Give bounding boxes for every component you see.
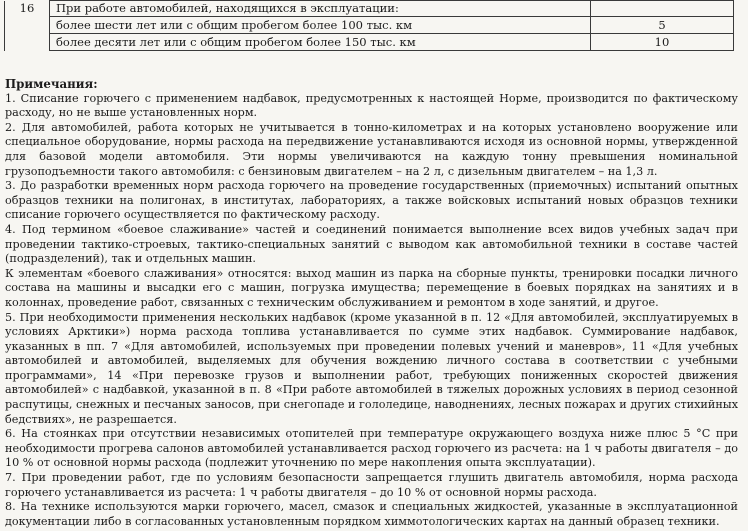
note-paragraph: 4. Под термином «боевое слаживание» частей и соединений понимается выполнение всех видов учебных задач при проведении тактико-строевых, тактико-специальных занятий с выводом как автомобильной техники в составе частей (подразделений), так и отдельных машин.	[5, 222, 738, 266]
table-row	[5, 1, 734, 17]
notes-section	[5, 77, 738, 529]
note-paragraph: К элементам «боевого слаживания» относятся: выход машин из парка на сборные пункты, тренировки посадки личного состава на машины и высадки его с машин, погрузка имущества; перемещение в боевых порядках на занятиях и в колоннах, проведение работ, связанных с техническим обслуживанием и ремонтом в ходе занятий, и другое.	[5, 266, 738, 309]
note-paragraph: 7. При проведении работ, где по условиям безопасности запрещается глушить двигатель автомобиля, норма расхода горючего устанавливается из расчета: 1 ч работы двигателя – до 10 % от основной нормы расхода.	[5, 471, 738, 499]
note-paragraph: 8. На технике используются марки горючего, масел, смазок и специальных жидкостей, указанные в эксплуатационной документации либо в согласованных установленным порядком химмотологических картах на данный образец техники.	[5, 500, 738, 528]
table-row	[5, 34, 734, 51]
row-value: 5	[591, 17, 734, 34]
note-paragraph: 5. При необходимости применения нескольких надбавок (кроме указанной в п. 12 «Для автомобилей, эксплуатируемых в условиях Арктики») норма расхода топлива устанавливается по сумме этих надбавок. Суммирование надбавок, указанных в пп. 7 «Для автомобилей, используемых при проведении полевых учений и маневров», 11 «Для учебных автомобилей и автомобилей, выделяемых для обучения вождению личного состава в соответствии с учебными программами», 14 «При перевозке грузов и выполнении работ, требующих пониженных скоростей движения автомобилей» с надбавкой, указанной в п. 8 «При работе автомобилей в тяжелых дорожных условиях в период сезонной распутицы, снежных и песчаных заносов, при снегопаде и гололедице, наводнениях, лесных пожарах и других стихийных бедствиях», не разрешается.	[5, 310, 738, 426]
notes-title: Примечания:	[5, 77, 98, 91]
row-label: более десяти лет или с общим пробегом более 150 тыс. км	[50, 34, 591, 51]
note-paragraph: 1. Списание горючего с применением надбавок, предусмотренных к настоящей Норме, производится по фактическому расходу, но не выше установленных норм.	[5, 91, 738, 120]
row-value: 10	[591, 34, 734, 51]
note-paragraph: 3. До разработки временных норм расхода горючего на проведение государственных (приемочных) испытаний опытных образцов техники на полигонах, в институтах, лабораториях, а также войсковых испытаний новых образцов техники списание горючего осуществляется по фактическому расходу.	[5, 179, 738, 222]
row-label: более шести лет или с общим пробегом более 100 тыс. км	[50, 17, 591, 34]
norms-table	[4, 0, 734, 51]
note-paragraph: 6. На стоянках при отсутствии независимых отопителей при температуре окружающего воздуха ниже плюс 5 °C при необходимости прогрева салонов автомобилей устанавливается расход горючего из расчета: на 1 ч работы двигателя – до 10 % от основной нормы расхода (подлежит уточнению по мере накопления опыта эксплуатации).	[5, 427, 738, 470]
value-cell	[591, 1, 734, 17]
row-number-cell	[5, 34, 50, 51]
row-number-cell	[5, 17, 50, 34]
row-header-text: При работе автомобилей, находящихся в эксплуатации:	[50, 1, 591, 17]
row-number: 16	[5, 1, 50, 17]
note-paragraph: 2. Для автомобилей, работа которых не учитывается в тонно-километрах и на которых установлено вооружение или специальное оборудование, нормы расхода на передвижение устанавливаются исходя из основной нормы, утвержденной для базовой модели автомобиля. Эти нормы увеличиваются на каждую тонну превышения номинальной грузоподъемности такого автомобиля: с бензиновым двигателем – на 2 л, с дизельным двигателем – на 1,3 л.	[5, 120, 738, 178]
table-row	[5, 17, 734, 34]
